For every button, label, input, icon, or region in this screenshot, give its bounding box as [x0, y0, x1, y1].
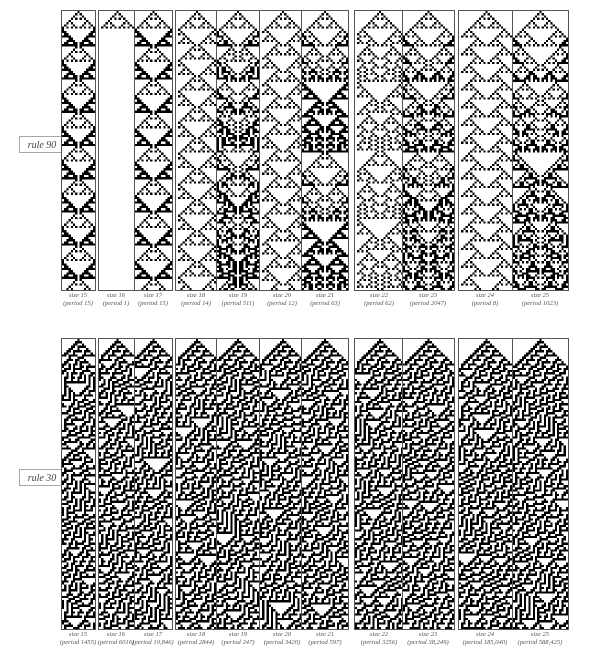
period-label: (period 8) [471, 300, 499, 307]
period-label: (period 15) [63, 300, 93, 307]
period-label: (period 3256) [360, 639, 398, 646]
size-label: size 20 [272, 631, 292, 638]
automaton-panel-size-18 [175, 10, 217, 291]
panel-caption [457, 292, 513, 308]
cell-pattern [513, 339, 568, 629]
period-label: (period 185,040) [462, 639, 508, 646]
cell-pattern [459, 11, 512, 290]
automaton-panel-size-20 [259, 10, 305, 291]
panel-caption [400, 631, 456, 647]
size-label: size 25 [530, 631, 550, 638]
panel-caption [351, 292, 407, 308]
period-label: (period 38,249) [407, 639, 449, 646]
period-label: (period 511) [221, 300, 255, 307]
size-label: size 18 [186, 292, 206, 299]
cell-pattern [355, 11, 403, 290]
automaton-panel-size-25 [512, 10, 569, 291]
cell-pattern [176, 11, 216, 290]
automaton-panel-size-16 [98, 10, 135, 291]
cell-pattern [403, 339, 454, 629]
cell-pattern [217, 339, 259, 629]
automaton-panel-size-22 [354, 338, 404, 630]
automaton-panel-size-20 [259, 338, 305, 630]
period-label: (period 2844) [177, 639, 215, 646]
cell-pattern [62, 11, 95, 290]
size-label: size 21 [315, 631, 335, 638]
period-label: (period 3420) [263, 639, 301, 646]
cell-pattern [176, 339, 216, 629]
size-label: size 22 [369, 631, 389, 638]
period-label: (period 14) [181, 300, 211, 307]
panel-caption [297, 292, 353, 308]
period-label: (period 15) [138, 300, 168, 307]
period-label: (period 12) [267, 300, 297, 307]
size-label: size 15 [68, 631, 88, 638]
cell-pattern [62, 339, 95, 629]
automaton-panel-size-24 [458, 338, 513, 630]
size-label: size 18 [186, 631, 206, 638]
automaton-panel-size-22 [354, 10, 404, 291]
panel-caption [297, 631, 353, 647]
period-label: (period 597) [308, 639, 342, 646]
cell-pattern [459, 339, 512, 629]
cell-pattern [513, 11, 568, 290]
automaton-panel-size-21 [301, 338, 349, 630]
cell-pattern [99, 11, 134, 290]
cell-pattern [260, 339, 304, 629]
period-label: (period 2047) [409, 300, 447, 307]
automaton-panel-size-23 [402, 338, 455, 630]
size-label: size 17 [143, 292, 163, 299]
cell-pattern [260, 11, 304, 290]
period-label: (period 1023) [521, 300, 559, 307]
panel-caption [512, 631, 568, 647]
panel-caption [457, 631, 513, 647]
automaton-panel-size-23 [402, 10, 455, 291]
panel-caption [400, 292, 456, 308]
size-label: size 20 [272, 292, 292, 299]
size-label: size 24 [475, 292, 495, 299]
size-label: size 25 [530, 292, 550, 299]
period-label: (period 588,425) [517, 639, 563, 646]
size-label: size 15 [68, 292, 88, 299]
size-label: size 17 [143, 631, 163, 638]
cell-pattern [302, 339, 348, 629]
automaton-panel-size-19 [216, 10, 260, 291]
cell-pattern [355, 339, 403, 629]
cell-pattern [217, 11, 259, 290]
period-label: (period 62) [364, 300, 394, 307]
rule-label: rule 30 [19, 469, 65, 486]
size-label: size 19 [228, 292, 248, 299]
panel-caption [351, 631, 407, 647]
rule-label: rule 90 [19, 136, 65, 153]
size-label: size 24 [475, 631, 495, 638]
period-label: (period 10,846) [132, 639, 174, 646]
automaton-panel-size-15 [61, 338, 96, 630]
period-label: (period 1455) [59, 639, 97, 646]
automaton-panel-size-25 [512, 338, 569, 630]
size-label: size 19 [228, 631, 248, 638]
panel-caption [512, 292, 568, 308]
cell-pattern [302, 11, 348, 290]
size-label: size 23 [418, 292, 438, 299]
automaton-panel-size-16 [98, 338, 135, 630]
cell-pattern [135, 339, 172, 629]
automaton-panel-size-15 [61, 10, 96, 291]
cell-pattern [403, 11, 454, 290]
period-label: (period 6016) [97, 639, 135, 646]
size-label: size 16 [106, 292, 126, 299]
size-label: size 21 [315, 292, 335, 299]
cell-pattern [99, 339, 134, 629]
size-label: size 22 [369, 292, 389, 299]
automaton-panel-size-19 [216, 338, 260, 630]
automaton-panel-size-17 [134, 10, 173, 291]
automaton-panel-size-18 [175, 338, 217, 630]
automaton-panel-size-24 [458, 10, 513, 291]
automaton-panel-size-21 [301, 10, 349, 291]
size-label: size 23 [418, 631, 438, 638]
period-label: (period 1) [102, 300, 130, 307]
period-label: (period 63) [310, 300, 340, 307]
automaton-panel-size-17 [134, 338, 173, 630]
cell-pattern [135, 11, 172, 290]
size-label: size 16 [106, 631, 126, 638]
period-label: (period 247) [221, 639, 255, 646]
